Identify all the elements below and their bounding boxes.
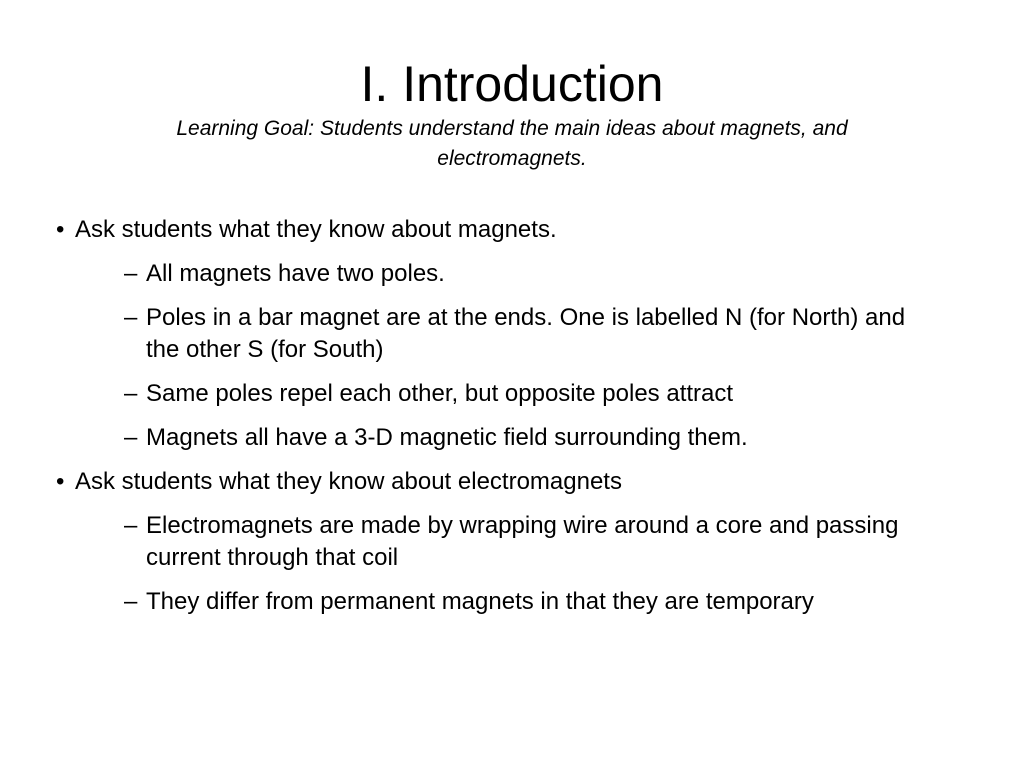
dash-marker: –	[124, 424, 138, 451]
sub-bullet-item	[124, 422, 936, 454]
bullet-marker: •	[56, 216, 65, 243]
sub-bullet-item	[124, 586, 936, 618]
bullet-text: Ask students what they know about electromagnets	[75, 468, 622, 495]
dash-marker: –	[124, 304, 138, 331]
sub-bullet-item	[124, 378, 936, 410]
bullet-group-magnets	[56, 214, 936, 454]
sub-bullet-text: Magnets all have a 3-D magnetic field surrounding them.	[146, 424, 748, 451]
dash-marker: –	[124, 380, 138, 407]
dash-marker: –	[124, 512, 138, 539]
sub-bullet-item	[124, 302, 936, 366]
bullet-group-electromagnets	[56, 466, 936, 618]
sub-bullet-text: Poles in a bar magnet are at the ends. One is labelled N (for North) and the other S (for South)	[146, 304, 906, 363]
sub-bullet-text: All magnets have two poles.	[146, 260, 445, 287]
dash-marker: –	[124, 260, 138, 287]
bullet-item	[56, 214, 936, 246]
title-block	[60, 54, 964, 174]
sub-bullet-item	[124, 510, 936, 574]
slide-title: I. Introduction	[360, 56, 664, 112]
bullet-item	[56, 466, 936, 498]
dash-marker: –	[124, 588, 138, 615]
sub-bullet-item	[124, 258, 936, 290]
sub-bullet-text: They differ from permanent magnets in that they are temporary	[146, 588, 814, 615]
learning-goal-subtitle: Learning Goal: Students understand the main ideas about magnets, and electromagnets.	[176, 117, 848, 170]
slide-body	[56, 214, 936, 630]
sub-bullet-text: Electromagnets are made by wrapping wire around a core and passing current through that coil	[146, 512, 899, 571]
bullet-marker: •	[56, 468, 65, 495]
sub-bullet-text: Same poles repel each other, but opposite poles attract	[146, 380, 734, 407]
bullet-text: Ask students what they know about magnets.	[75, 216, 557, 243]
